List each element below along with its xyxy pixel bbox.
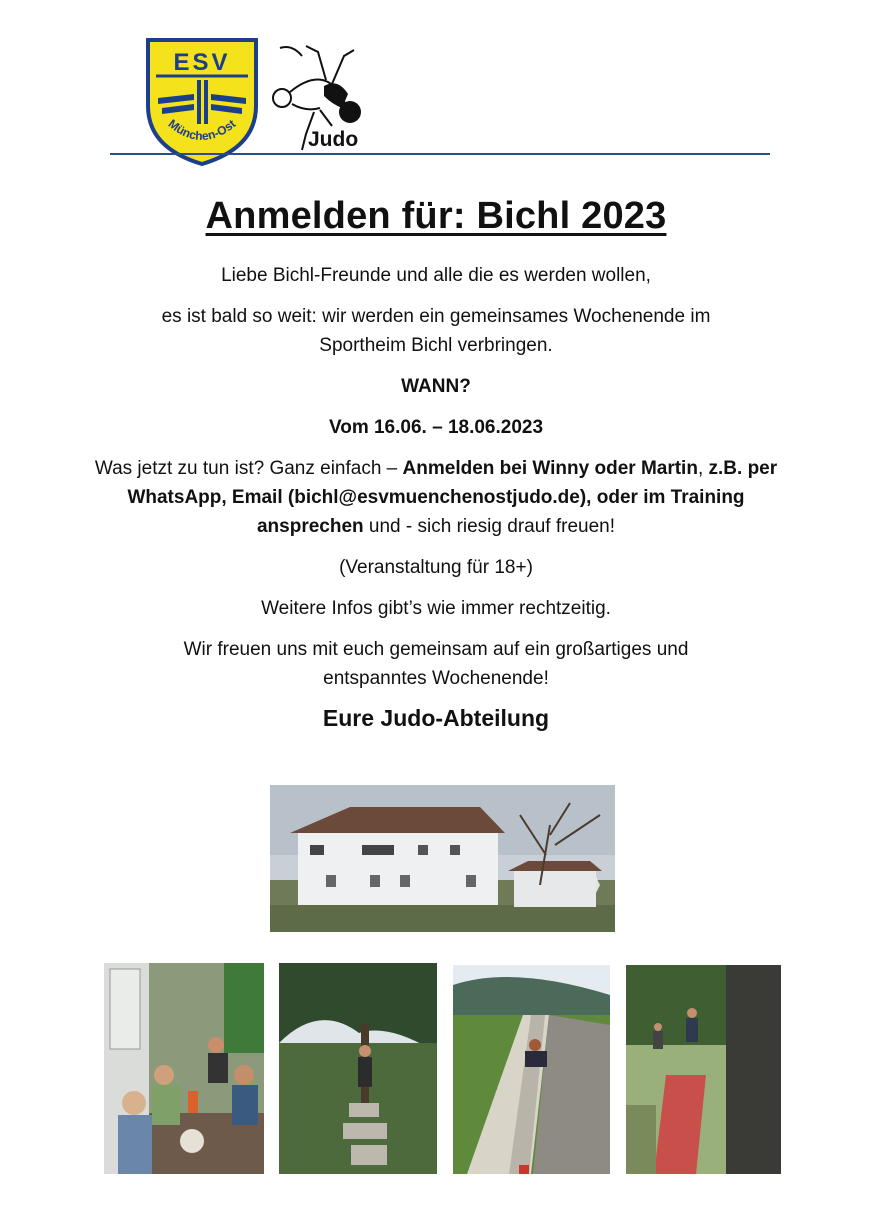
page-title: Anmelden für: Bichl 2023: [205, 195, 667, 237]
todo-start: Was jetzt zu tun ist? Ganz einfach –: [94, 458, 403, 479]
todo-channels: z.B. per WhatsApp, Email (bichl@esvmuenchenostjudo.de), oder im Training ansprechen: [127, 458, 778, 537]
todo-contacts: Anmelden bei Winny oder Martin: [402, 458, 698, 479]
minigolf-photo: [626, 965, 781, 1174]
closing-text: [80, 635, 792, 693]
summer-toboggan-photo: [453, 965, 610, 1174]
flyer-content: [80, 195, 792, 732]
intro-text: [80, 302, 792, 360]
info-note: Weitere Infos gibt’s wie immer rechtzeitig.: [261, 598, 611, 619]
group-dinner-photo: [104, 963, 264, 1174]
registration-text: [80, 454, 792, 541]
signature: Eure Judo-Abteilung: [322, 705, 550, 731]
intro-span: es ist bald so weit: wir werden ein gemeinsames Wochenende im Sportheim Bichl verbringen.: [161, 306, 711, 356]
todo-separator: ,: [697, 458, 709, 479]
when-label: WANN?: [401, 376, 471, 397]
judo-label: Judo: [308, 128, 359, 151]
header: [110, 32, 770, 157]
sportheim-building-photo: [270, 785, 615, 932]
esv-logo-shield: [144, 36, 260, 168]
event-dates: Vom 16.06. – 18.06.2023: [328, 417, 544, 438]
closing-span: Wir freuen uns mit euch gemeinsam auf ein großartiges und entspanntes Wochenende!: [183, 639, 689, 689]
greeting-text: Liebe Bichl-Freunde und alle die es werden wollen,: [221, 265, 651, 286]
header-divider: [110, 153, 770, 155]
hiker-on-rocks-photo: [279, 963, 437, 1174]
svg-text:München-Ost: München-Ost: [165, 116, 239, 144]
svg-text:ESV: ESV: [173, 49, 231, 76]
todo-end: und - sich riesig drauf freuen!: [363, 516, 615, 537]
age-note: (Veranstaltung für 18+): [339, 557, 533, 578]
